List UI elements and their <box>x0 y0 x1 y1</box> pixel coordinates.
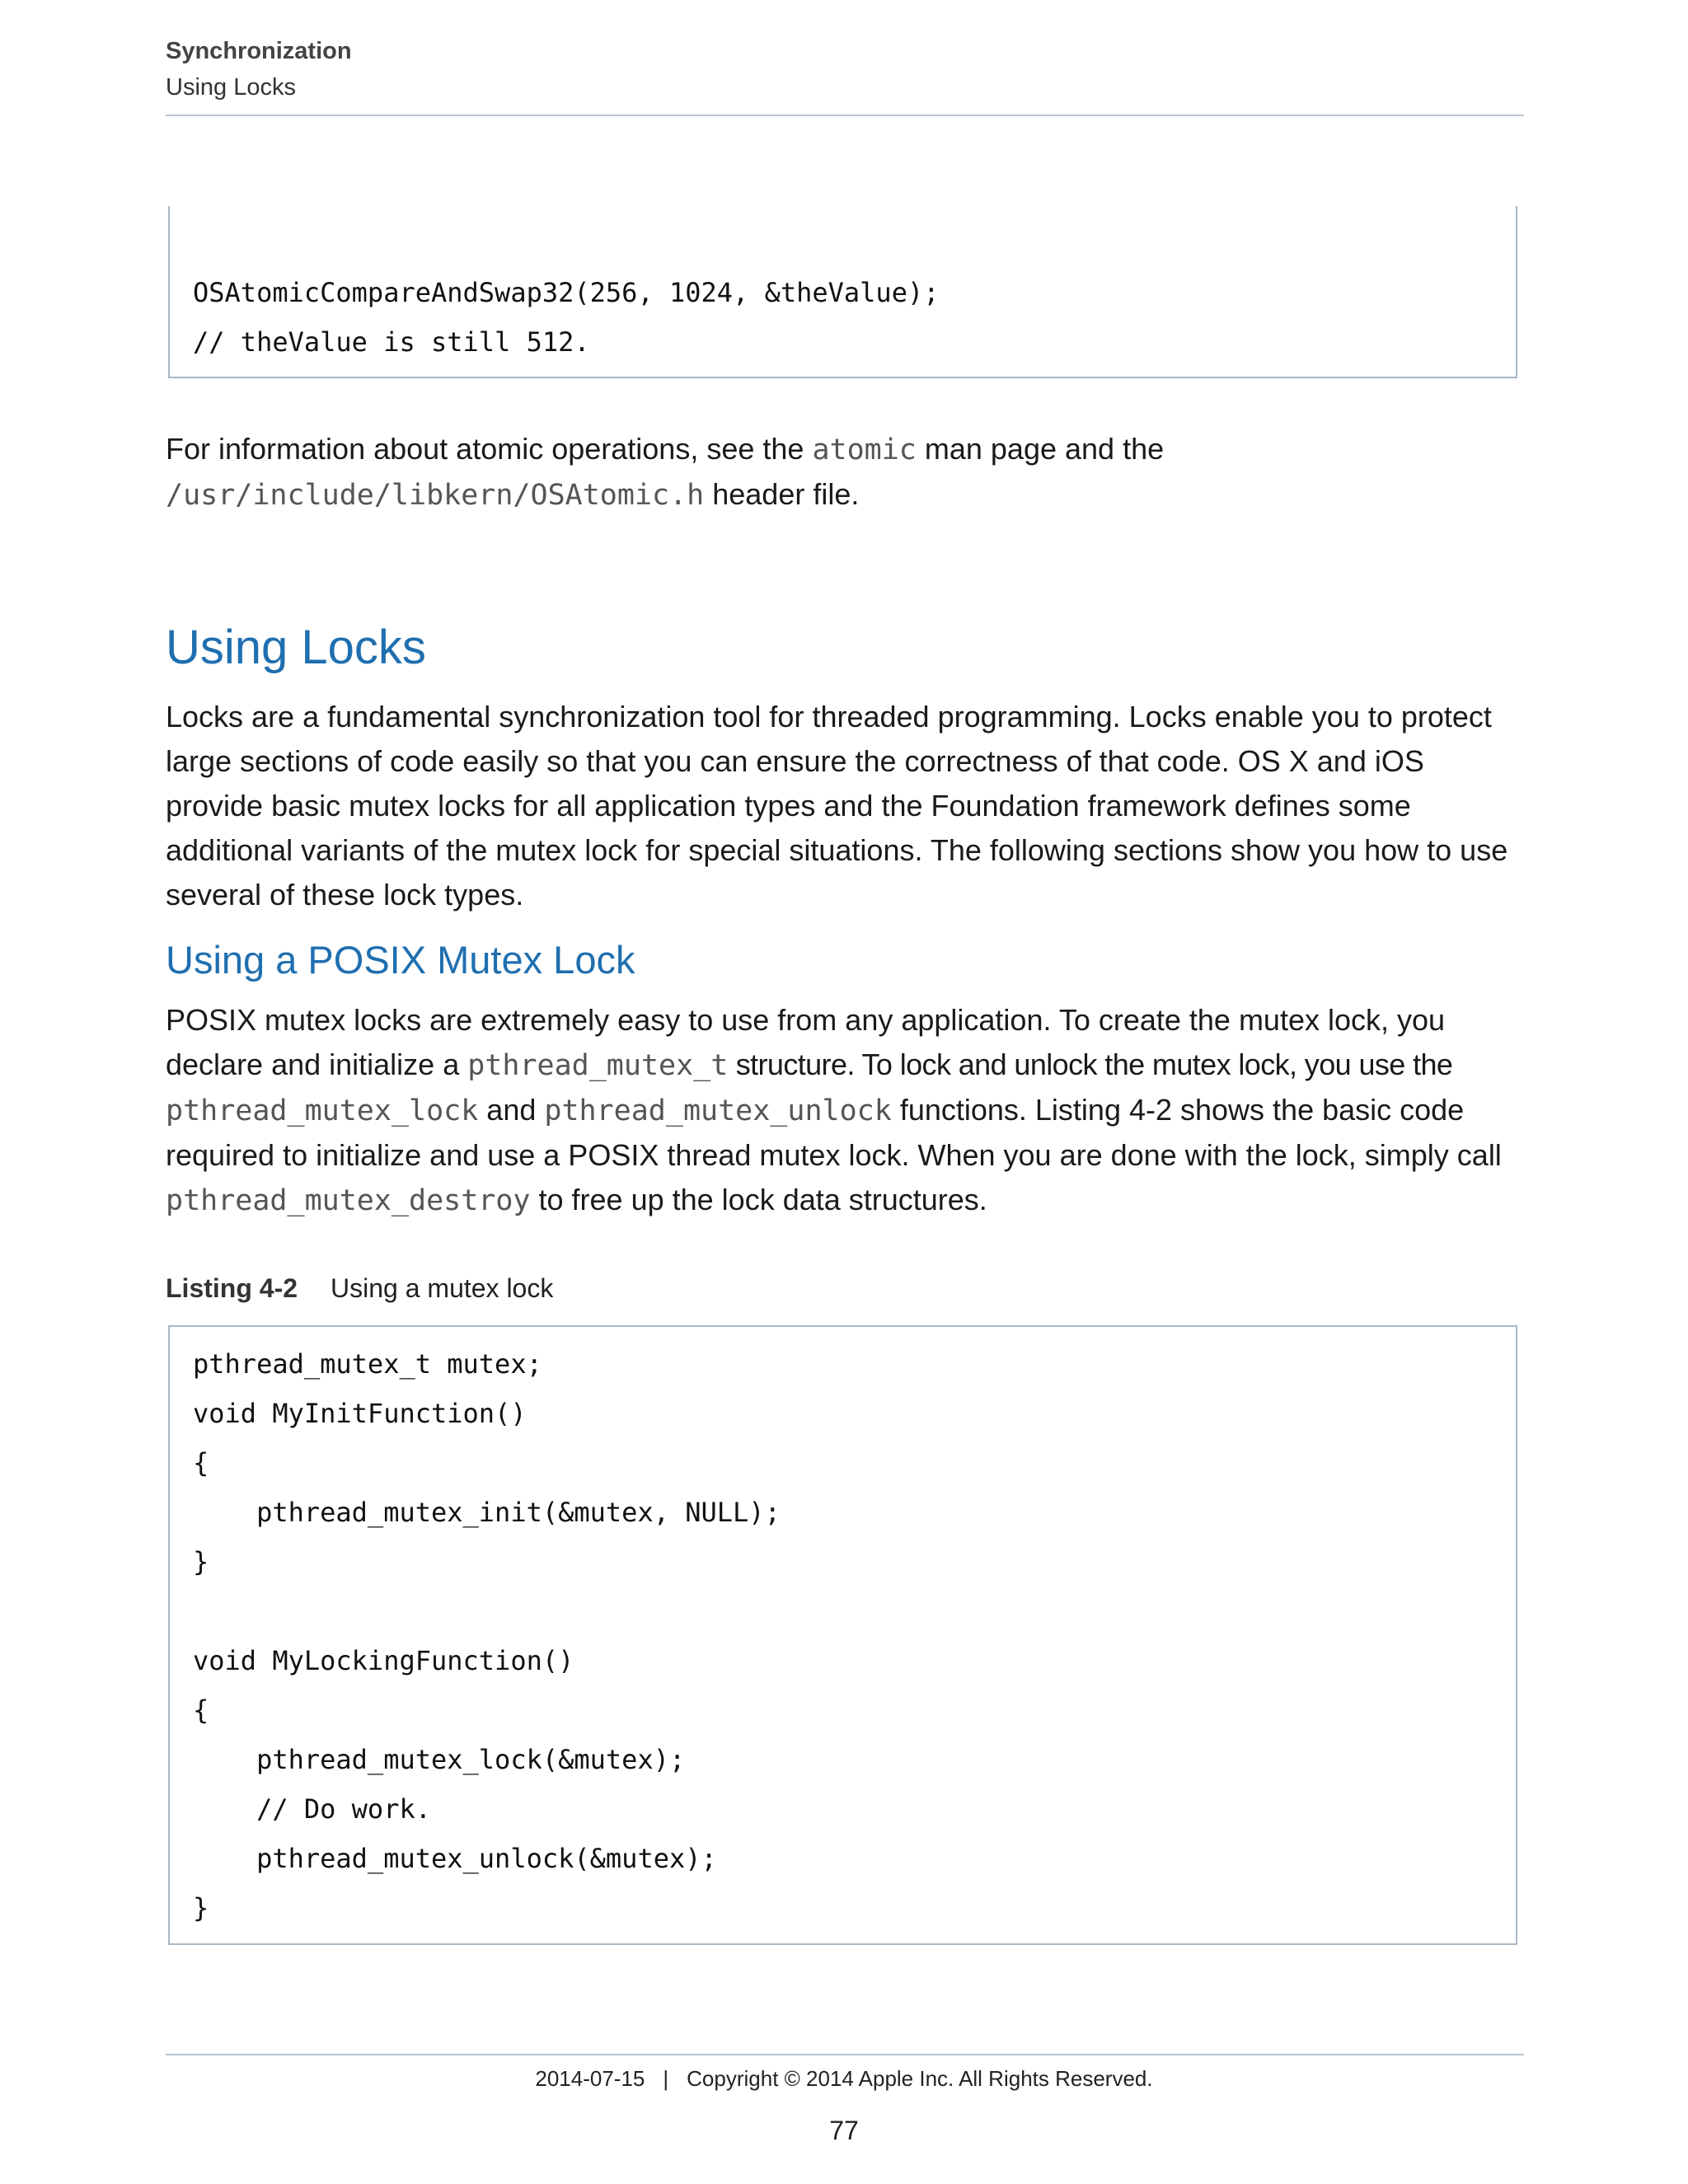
posix-mutex-paragraph <box>166 998 1526 1223</box>
code-block-continued <box>168 206 1517 378</box>
footer-copyright: Copyright © 2014 Apple Inc. All Rights Reserved. <box>687 2066 1153 2091</box>
code-line: { <box>193 1694 209 1726</box>
text: to free up the lock data structures. <box>530 1183 987 1216</box>
code-line: // theValue is still 512. <box>193 326 590 358</box>
code-line: { <box>193 1447 209 1479</box>
subsection-heading-posix-mutex: Using a POSIX Mutex Lock <box>166 938 635 982</box>
text: structure. To lock and unlock the mutex lock, you use the <box>728 1047 1453 1081</box>
text: header file. <box>704 477 860 511</box>
code-line: } <box>193 1546 209 1577</box>
listing-title: Using a mutex lock <box>331 1273 554 1303</box>
text: For information about atomic operations, see the <box>166 432 813 466</box>
running-header-chapter: Synchronization <box>166 38 352 64</box>
inline-code-pthread-mutex-destroy: pthread_mutex_destroy <box>166 1184 531 1217</box>
code-line: void MyInitFunction() <box>193 1398 527 1429</box>
header-divider <box>166 115 1524 116</box>
text: functions. Listing 4-2 shows the basic code required to initialize and use a POSIX thread mutex lock. When you are done with the lock, simply call <box>166 1093 1502 1172</box>
inline-code-pthread-mutex-t: pthread_mutex_t <box>467 1049 729 1082</box>
text: and <box>478 1093 545 1127</box>
code-line: pthread_mutex_t mutex; <box>193 1348 542 1380</box>
listing-label: Listing 4-2 <box>166 1273 298 1303</box>
text: POSIX mutex locks are extremely easy to use from any application. To create the mutex lock, you declare and initialize a <box>166 1003 1446 1081</box>
listing-caption <box>166 1273 553 1304</box>
text: man page and the <box>916 432 1165 466</box>
footer-date: 2014-07-15 <box>535 2066 645 2091</box>
footer-copyright-line <box>0 2066 1688 2092</box>
inline-code-header-path: /usr/include/libkern/OSAtomic.h <box>166 479 705 512</box>
code-line: OSAtomicCompareAndSwap32(256, 1024, &theValue); <box>193 277 940 308</box>
code-line: } <box>193 1892 209 1924</box>
inline-code-pthread-mutex-lock: pthread_mutex_lock <box>166 1094 479 1127</box>
code-line: // Do work. <box>193 1793 431 1825</box>
code-line: void MyLockingFunction() <box>193 1645 574 1676</box>
footer-divider <box>166 2054 1524 2055</box>
inline-code-atomic: atomic <box>812 434 917 466</box>
code-line: pthread_mutex_lock(&mutex); <box>193 1744 686 1775</box>
code-line: pthread_mutex_init(&mutex, NULL); <box>193 1497 781 1528</box>
inline-code-pthread-mutex-unlock: pthread_mutex_unlock <box>544 1094 892 1127</box>
code-line: pthread_mutex_unlock(&mutex); <box>193 1843 717 1874</box>
running-header-section: Using Locks <box>166 74 296 101</box>
using-locks-paragraph: Locks are a fundamental synchronization tool for threaded programming. Locks enable you to protect large sections of code easily so that you can ensure the correctness of that code. OS X and iOS provide basic mutex locks for all application types and the Foundation framework defines some additional variants of the mutex lock for special situations. The following sections show you how to use several of these lock types. <box>166 700 1508 912</box>
atomic-info-paragraph <box>166 427 1526 518</box>
section-heading-using-locks: Using Locks <box>166 621 426 674</box>
footer-separator: | <box>663 2066 669 2091</box>
code-listing-4-2 <box>168 1325 1517 1945</box>
page-number: 77 <box>829 2116 859 2145</box>
